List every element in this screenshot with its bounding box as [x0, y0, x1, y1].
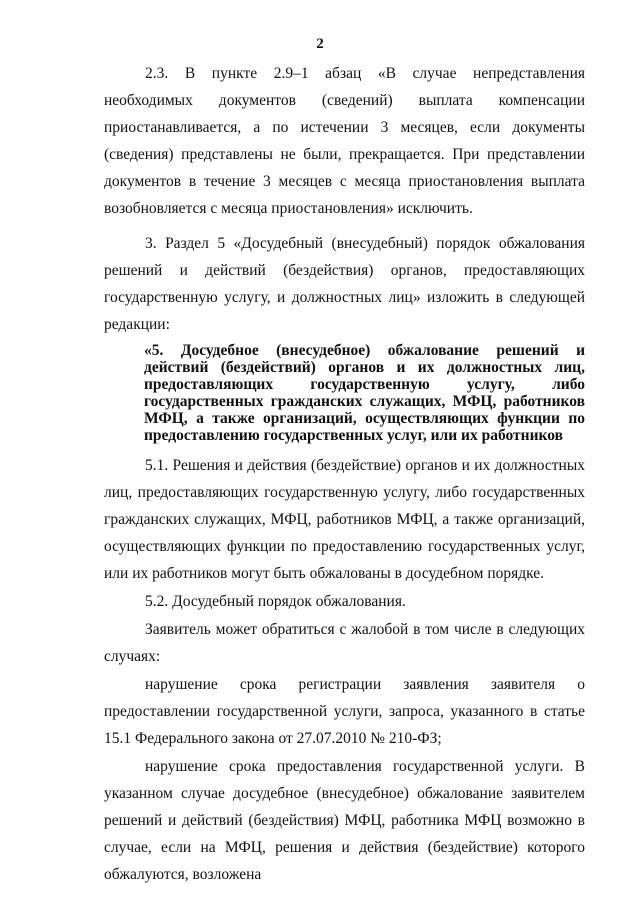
paragraph-provision-violation: нарушение срока предоставления государственной услуги. В указанном случае досудебное (внесудебное) обжалование заявителем решений и действий (бездействия) МФЦ, работника МФЦ возможно в случае, если на МФЦ, решения и действия (бездействие) которого обжалуются, возложена	[104, 758, 585, 883]
paragraph-5-1: 5.1. Решения и действия (бездействие) органов и их должностных лиц, предоставляющих государственную услугу, либо государственных гражданских служащих, МФЦ, работников МФЦ, а также организаций, осуществляющих функции по предоставлению государственных услуг, или их работников могут быть обжалованы в досудебном порядке.	[104, 457, 585, 582]
paragraph-2-3: 2.3. В пункте 2.9–1 абзац «В случае непредставления необходимых документов (сведений) выплата компенсации приостанавливается, а по истечении 3 месяцев, если документы (сведения) представлены не были, прекращается. При представлении документов в течение 3 месяцев с месяца приостановления выплата возобновляется с месяца приостановления» исключить.	[104, 65, 585, 217]
paragraph-complaint-cases: Заявитель может обратиться с жалобой в том числе в следующих случаях:	[104, 621, 585, 665]
section-5-heading: «5. Досудебное (внесудебное) обжалование решений и действий (бездействий) органов и их должностных лиц, предоставляющих государственную услугу, либо государственных гражданских служащих, МФЦ, работников МФЦ, а также организаций, осуществляющих функции по предоставлению государственных услуг, или их работников	[144, 342, 585, 444]
paragraph-registration-violation: нарушение срока регистрации заявления заявителя о предоставлении государственной услуги, запроса, указанного в статье 15.1 Федерального закона от 27.07.2010 № 210-ФЗ;	[104, 676, 585, 747]
paragraph-3: 3. Раздел 5 «Досудебный (внесудебный) порядок обжалования решений и действий (бездействия) органов, предоставляющих государственную услугу, и должностных лиц» изложить в следующей редакции:	[104, 235, 585, 333]
paragraph-5-2: 5.2. Досудебный порядок обжалования.	[145, 593, 406, 610]
document-body	[104, 60, 585, 888]
page-number: 2	[316, 36, 324, 52]
